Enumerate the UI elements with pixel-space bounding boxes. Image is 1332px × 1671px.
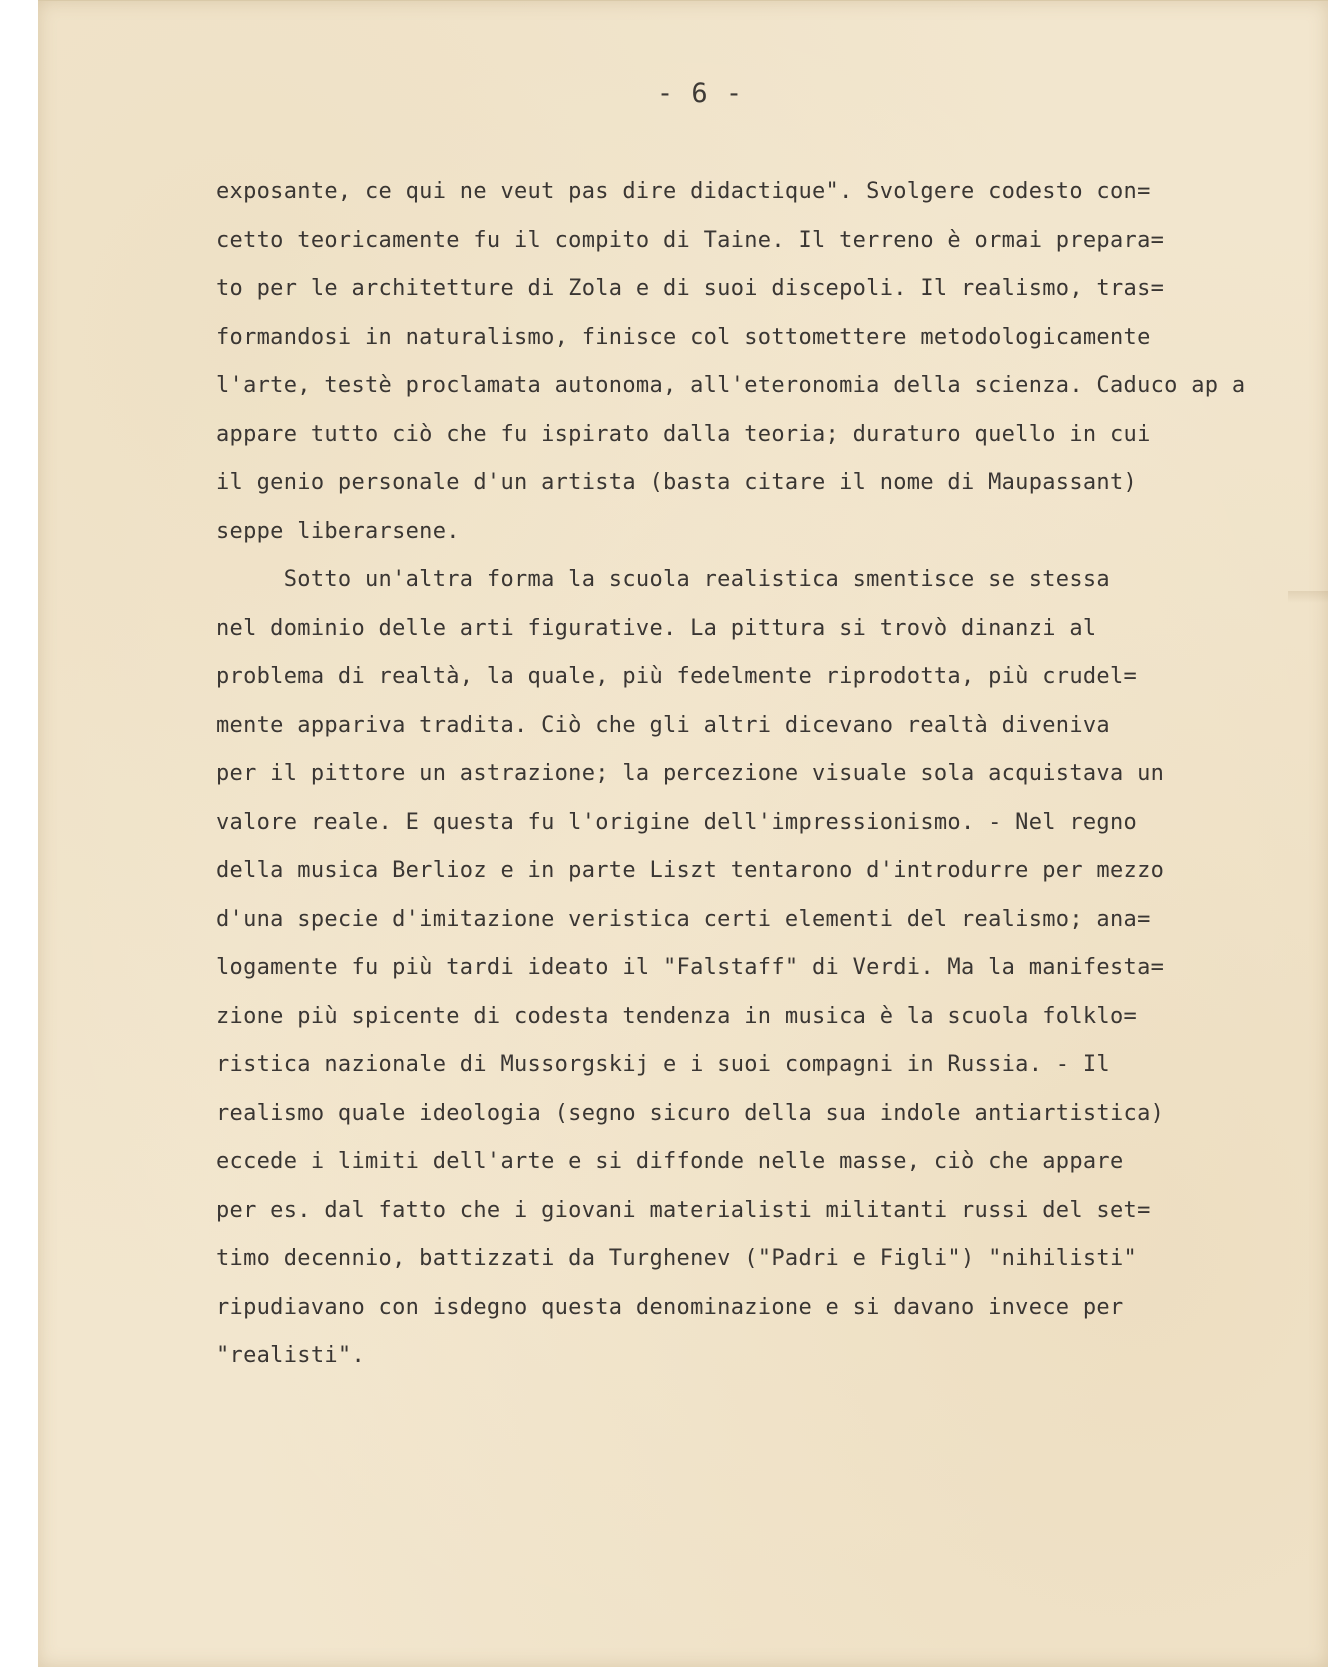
text-line: exposante, ce qui ne veut pas dire didactique". Svolgere codesto con= [216,179,1151,204]
text-line: ripudiavano con isdegno questa denominazione e si davano invece per [216,1294,1124,1320]
text-line: cetto teoricamente fu il compito di Taine. Il terreno è ormai prepara= [216,227,1165,253]
text-line: zione più spicente di codesta tendenza in musica è la scuola folklo= [216,1003,1138,1029]
text-line: formandosi in naturalismo, finisce col sottomettere metodologicamente [216,324,1151,350]
text-line: Sotto un'altra forma la scuola realistica smentisce se stessa [216,567,1110,592]
text-line: mente appariva tradita. Ciò che gli altri dicevano realtà diveniva [216,712,1110,738]
text-line: realismo quale ideologia (segno sicuro della sua indole antiartistica) [216,1100,1165,1126]
text-line: per il pittore un astrazione; la percezione visuale sola acquistava un [216,761,1165,786]
text-line: nel dominio delle arti figurative. La pittura si trovò dinanzi al [216,615,1097,641]
text-line: logamente fu più tardi ideato il "Falstaff" di Verdi. Ma la manifesta= [216,955,1165,980]
text-line: d'una specie d'imitazione veristica certi elementi del realismo; ana= [216,906,1151,932]
typewritten-body [216,168,1326,1381]
text-line: appare tutto ciò che fu ispirato dalla teoria; duraturo quello in cui [216,421,1151,447]
text-line: "realisti". [216,1343,365,1368]
text-line: seppe liberarsene. [216,518,460,544]
page-number: - 6 - [656,78,744,109]
text-line: eccede i limiti dell'arte e si diffonde nelle masse, ciò che appare [216,1149,1124,1174]
text-line: to per le architetture di Zola e di suoi discepoli. Il realismo, tras= [216,276,1165,301]
text-line: l'arte, testè proclamata autonoma, all'eteronomia della scienza. Caduco ap a [216,373,1246,398]
text-line: della musica Berlioz e in parte Liszt tentarono d'introdurre per mezzo [216,858,1165,883]
text-line: problema di realtà, la quale, più fedelmente riprodotta, più crudel= [216,664,1138,689]
text-line: per es. dal fatto che i giovani materialisti militanti russi del set= [216,1197,1151,1223]
text-line: valore reale. E questa fu l'origine dell'impressionismo. - Nel regno [216,809,1138,835]
text-line: ristica nazionale di Mussorgskij e i suoi compagni in Russia. - Il [216,1052,1110,1077]
text-line: timo decennio, battizzati da Turghenev ("Padri e Figli") "nihilisti" [216,1246,1138,1271]
text-line: il genio personale d'un artista (basta citare il nome di Maupassant) [216,470,1138,495]
